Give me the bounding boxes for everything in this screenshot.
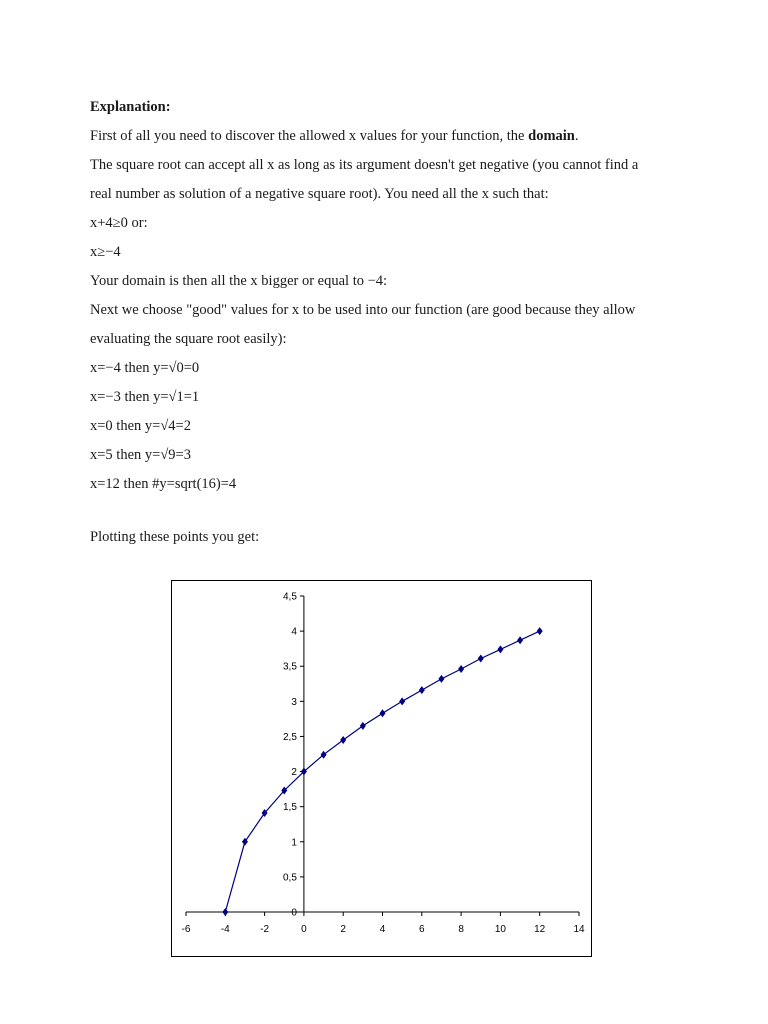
chart-frame bbox=[171, 580, 592, 957]
x-tick-label: 14 bbox=[573, 924, 585, 935]
data-point-marker bbox=[458, 665, 464, 673]
paragraph-2-line-2: evaluating the square root easily): bbox=[90, 331, 287, 347]
y-tick-label: 4,5 bbox=[282, 591, 297, 603]
x-tick-label: 0 bbox=[301, 924, 307, 935]
document-body bbox=[90, 93, 690, 552]
x-tick-label: 2 bbox=[340, 924, 346, 935]
plot-intro: Plotting these points you get: bbox=[90, 529, 260, 545]
point-line-2: x=−3 then y=√1=1 bbox=[90, 389, 200, 405]
data-point-marker bbox=[517, 636, 523, 644]
x-tick-label: 10 bbox=[494, 924, 506, 935]
point-line-1: x=−4 then y=√0=0 bbox=[90, 360, 200, 376]
explanation-heading: Explanation: bbox=[90, 99, 171, 115]
intro-suffix: . bbox=[574, 128, 579, 144]
y-tick-label: 2,5 bbox=[282, 731, 297, 743]
square-root-chart bbox=[172, 581, 593, 958]
x-tick-label: 6 bbox=[419, 924, 425, 935]
x-tick-label: -2 bbox=[260, 924, 270, 935]
data-point-marker bbox=[340, 736, 346, 744]
data-point-marker bbox=[478, 654, 484, 662]
data-point-marker bbox=[380, 709, 386, 717]
x-tick-label: 4 bbox=[379, 924, 386, 935]
y-tick-label: 0,5 bbox=[282, 872, 297, 884]
paragraph-1-line-1: The square root can accept all x as long as its argument doesn't get negative (you cannot find a bbox=[90, 157, 639, 173]
y-tick-label: 0 bbox=[291, 907, 297, 919]
y-tick-label: 1,5 bbox=[282, 802, 297, 814]
intro-line bbox=[90, 122, 690, 151]
data-point-marker bbox=[438, 675, 444, 683]
domain-bold-word: domain bbox=[528, 128, 575, 144]
data-point-marker bbox=[399, 697, 405, 705]
data-point-marker bbox=[419, 686, 425, 694]
x-tick-label: -4 bbox=[220, 924, 230, 935]
y-tick-label: 3 bbox=[291, 696, 297, 708]
y-tick-label: 1 bbox=[291, 837, 297, 849]
data-point-marker bbox=[222, 908, 228, 916]
data-point-marker bbox=[537, 627, 543, 635]
data-point-marker bbox=[360, 722, 366, 730]
point-line-3: x=0 then y=√4=2 bbox=[90, 418, 191, 434]
data-point-marker bbox=[497, 645, 503, 653]
series-line bbox=[225, 631, 539, 912]
inequality-1: x+4≥0 or: bbox=[90, 215, 148, 231]
paragraph-2-line-1: Next we choose "good" values for x to be used into our function (are good because they allow bbox=[90, 302, 636, 318]
x-tick-label: 12 bbox=[534, 924, 546, 935]
x-tick-label: -6 bbox=[181, 924, 191, 935]
paragraph-gap bbox=[90, 499, 690, 523]
inequality-2: x≥−4 bbox=[90, 244, 121, 260]
point-line-5: x=12 then #y=sqrt(16)=4 bbox=[90, 476, 237, 492]
paragraph-1-line-2: real number as solution of a negative square root). You need all the x such that: bbox=[90, 186, 549, 202]
data-point-marker bbox=[321, 751, 327, 759]
point-line-4: x=5 then y=√9=3 bbox=[90, 447, 191, 463]
y-tick-label: 3,5 bbox=[282, 661, 297, 673]
y-tick-label: 4 bbox=[291, 626, 297, 638]
intro-prefix: First of all you need to discover the allowed x values for your function, the bbox=[90, 128, 529, 144]
x-tick-label: 8 bbox=[458, 924, 464, 935]
y-tick-label: 2 bbox=[291, 767, 297, 779]
domain-statement: Your domain is then all the x bigger or equal to −4: bbox=[90, 273, 388, 289]
